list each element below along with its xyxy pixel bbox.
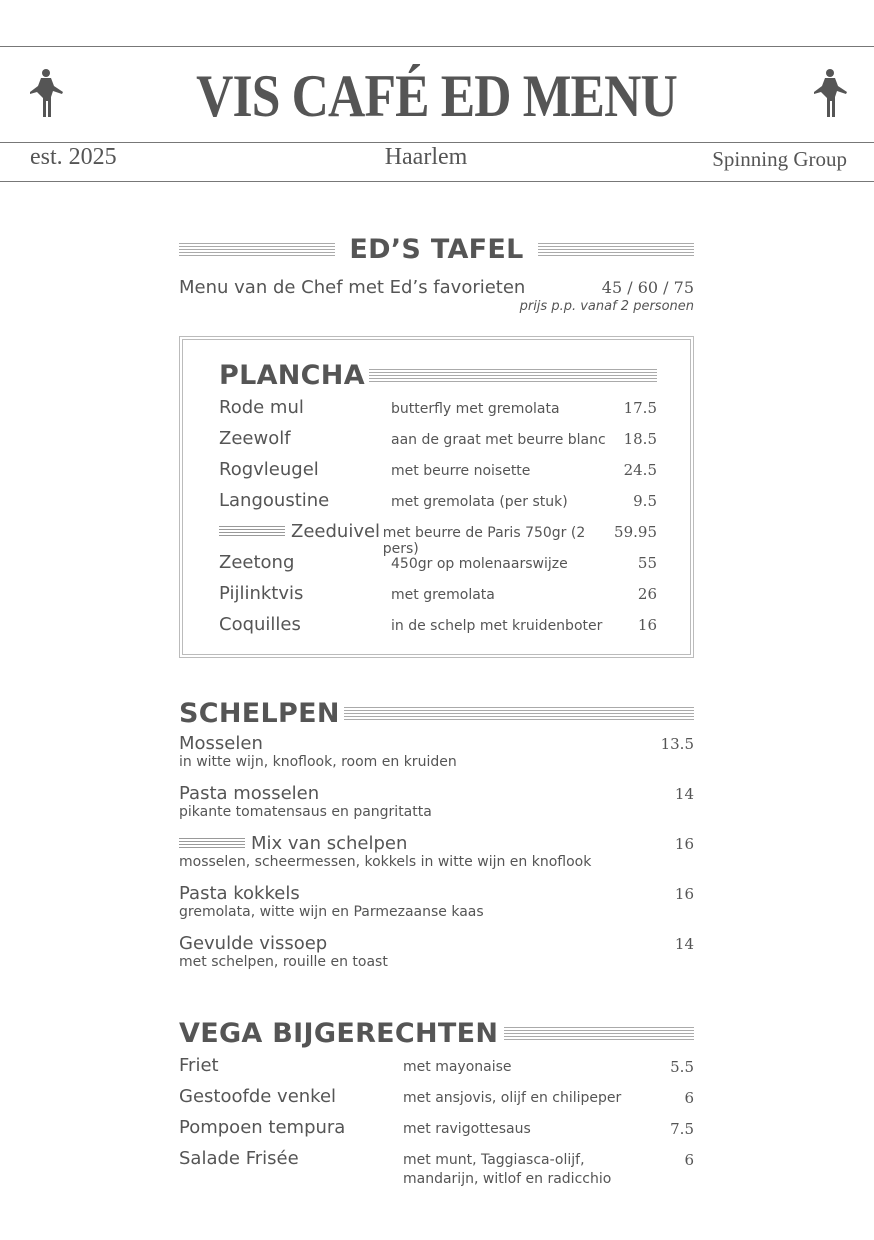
item-name: Rode mul [219,397,304,418]
menu-item [179,783,694,833]
section-heading: PLANCHA [219,360,365,391]
item-name: Pompoen tempura [179,1117,346,1138]
item-description: met gremolata (per stuk) [391,494,568,510]
menu-item [179,1055,694,1086]
section-heading: SCHELPEN [179,698,340,729]
item-description: met gremolata [391,587,495,603]
item-description: butterfly met gremolata [391,401,560,417]
item-description: met schelpen, rouille en toast [179,954,388,970]
eds-tafel-section [179,234,694,314]
divider [0,181,874,182]
highlight-mark [179,838,245,849]
menu-item [179,933,694,983]
item-description: met beurre noisette [391,463,531,479]
item-description: mosselen, scheermessen, kokkels in witte wijn en knoflook [179,854,592,870]
item-name: Pasta kokkels [179,883,300,904]
page-title: VIS CAFÉ ED MENU [196,63,678,129]
menu-item [219,583,657,614]
item-description: met ansjovis, olijf en chilipeper [403,1090,622,1106]
description: Menu van de Chef met Ed’s favorieten [179,277,526,298]
item-name: Pasta mosselen [179,783,320,804]
decor-lines [538,243,694,256]
highlight-mark [219,526,285,537]
decor-lines [504,1027,694,1040]
item-name: Zeewolf [219,428,291,449]
menu-item [179,733,694,783]
item-description: met munt, Taggiasca-olijf, mandarijn, witlof en radicchio [403,1152,612,1187]
item-price: 5.5 [670,1058,694,1076]
est-year: est. 2025 [30,144,117,170]
divider [0,142,874,143]
item-price: 18.5 [623,430,657,448]
price-note: prijs p.p. vanaf 2 personen [519,299,694,314]
menu-item [219,490,657,521]
menu-item [219,459,657,490]
item-description: met mayonaise [403,1059,512,1075]
group-name: Spinning Group [712,147,847,171]
menu-item [219,397,657,428]
item-name: Gestoofde venkel [179,1086,337,1107]
item-description: in witte wijn, knoflook, room en kruiden [179,754,457,770]
item-description: met ravigottesaus [403,1121,531,1137]
menu-item [219,521,657,557]
item-price: 26 [637,585,657,603]
item-price: 14 [674,785,694,803]
item-price: 9.5 [633,492,657,510]
menu-item [179,833,694,883]
item-name: Pijlinktvis [219,583,304,604]
item-price: 13.5 [660,735,694,753]
item-price: 59.95 [614,523,657,541]
menu-item [179,883,694,933]
item-price: 55 [637,554,657,572]
item-description: met beurre de Paris 750gr (2 pers) [382,525,586,557]
item-name: Gevulde vissoep [179,933,328,954]
item-name: Coquilles [219,614,301,635]
section-heading: ED’S TAFEL [349,234,524,265]
item-description: in de schelp met kruidenboter [391,618,603,634]
item-price: 17.5 [623,399,657,417]
price: 45 / 60 / 75 [601,278,694,297]
item-name: Zeetong [219,552,295,573]
item-name: Langoustine [219,490,330,511]
menu-item [179,1086,694,1117]
item-name: Zeeduivel [291,521,381,542]
item-name: Rogvleugel [219,459,319,480]
item-price: 16 [637,616,657,634]
decor-lines [179,243,335,256]
item-price: 16 [674,885,694,903]
schelpen-section [179,698,694,983]
item-name: Mosselen [179,733,263,754]
item-price: 16 [674,835,694,853]
menu-item [179,1117,694,1148]
item-price: 6 [684,1089,694,1107]
decor-lines [344,707,694,720]
item-price: 24.5 [623,461,657,479]
vega-section [179,1018,694,1189]
divider [0,46,874,47]
item-name: Mix van schelpen [251,833,408,854]
item-price: 14 [674,935,694,953]
city: Haarlem [384,144,468,170]
item-name: Friet [179,1055,219,1076]
section-heading: VEGA BIJGERECHTEN [179,1018,499,1049]
item-price: 7.5 [670,1120,694,1138]
item-price: 6 [684,1151,694,1169]
menu-item [219,552,657,583]
menu-item [219,614,657,645]
menu-item [179,1148,694,1189]
menu-item [219,428,657,459]
item-description: aan de graat met beurre blanc [391,432,606,448]
item-description: pikante tomatensaus en pangritatta [179,804,432,820]
item-description: 450gr op molenaarswijze [391,556,568,572]
plancha-section [179,336,694,658]
decor-lines [369,369,657,382]
item-name: Salade Frisée [179,1148,299,1169]
item-description: gremolata, witte wijn en Parmezaanse kaas [179,904,484,920]
